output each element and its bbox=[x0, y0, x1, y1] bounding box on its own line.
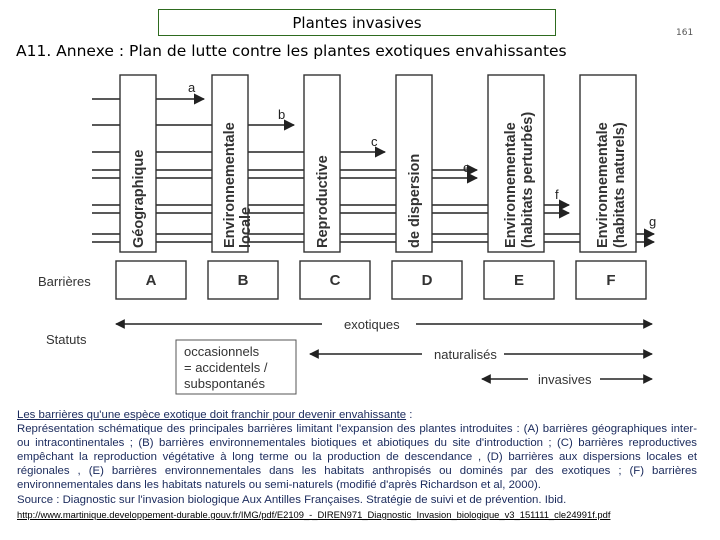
annex-heading: A11. Annexe : Plan de lutte contre les plantes exotiques envahissantes bbox=[16, 42, 567, 60]
arrow-label-f: f bbox=[555, 187, 559, 202]
barrier-letter-b: B bbox=[237, 272, 249, 289]
barrier-name-f-line2: (habitats naturels) bbox=[612, 122, 628, 248]
status-subspontanes: subspontanés bbox=[184, 376, 265, 391]
arrow-label-g: g bbox=[649, 214, 657, 229]
status-naturalises: naturalisés bbox=[434, 347, 497, 362]
barrier-letter-e: E bbox=[513, 272, 525, 289]
barrier-letter-boxes bbox=[116, 261, 646, 299]
statuts-label: Statuts bbox=[46, 332, 87, 347]
arrow-label-b: b bbox=[278, 107, 286, 122]
barrier-name-b-line2: locale bbox=[238, 206, 254, 248]
source-link[interactable]: http://www.martinique.developpement-durable.gouv.fr/IMG/pdf/E2109_-_DIREN971_Diagnostic_Invasion_biologique_v3_151111_cle24991f.pdf bbox=[17, 509, 611, 520]
caption-body: Représentation schématique des principales barrières limitant l'expansion des plantes introduites : (A) barrières géographiques inter- ou intracontinentales ; (B) barrières environnementales biotiques et abiotiques du site d'introduction ; (C) barrières reproductives empêchant la reproduction végétative à long terme ou la production de descendance , (D) barrières aux dispersions locales et régionales , (E) barrières environnementales dans les habitats anthropisés ou dominés par des exotiques ; (F) barrières environnementales dans les habitats naturels ou semi-naturels (modifié d'après Richardson et al, 2000). bbox=[17, 423, 697, 492]
barrier-letter-f: F bbox=[606, 272, 616, 289]
barrier-name-c: Reproductive bbox=[315, 155, 331, 248]
barrier-name-a: Géographique bbox=[131, 149, 147, 248]
caption-colon: : bbox=[406, 409, 413, 421]
status-occasionnels: occasionnels bbox=[184, 344, 260, 359]
status-accidentels: = accidentels / bbox=[184, 360, 268, 375]
figure-caption bbox=[17, 408, 697, 507]
barrier-name-e-line1: Environnementale bbox=[503, 122, 519, 248]
barrier-name-b-line1: Environnementale bbox=[222, 122, 238, 248]
page-number: 161 bbox=[676, 28, 694, 38]
barrier-columns bbox=[120, 75, 636, 252]
arrow-label-e: e bbox=[463, 160, 471, 175]
barrier-letter-d: D bbox=[421, 272, 433, 289]
header-title-box bbox=[158, 9, 556, 36]
header-title: Plantes invasives bbox=[292, 13, 422, 32]
barrier-letter-a: A bbox=[145, 272, 157, 289]
arrow-label-c: c bbox=[371, 134, 378, 149]
progression-arrows bbox=[92, 99, 657, 242]
status-exotiques: exotiques bbox=[344, 317, 400, 332]
caption-source: Source : Diagnostic sur l'invasion biologique Aux Antilles Françaises. Stratégie de suivi et de prévention. Ibid. bbox=[17, 493, 567, 506]
caption-title-line bbox=[17, 408, 697, 422]
status-invasives: invasives bbox=[538, 372, 592, 387]
caption-title: Les barrières qu'une espèce exotique doit franchir pour devenir envahissante bbox=[17, 409, 407, 421]
barrier-name-f-line1: Environnementale bbox=[595, 122, 611, 248]
barrier-diagram bbox=[32, 72, 672, 397]
barrier-letter-c: C bbox=[329, 272, 341, 289]
barrier-name-e-line2: (habitats perturbés) bbox=[520, 111, 536, 248]
barrieres-label: Barrières bbox=[38, 274, 91, 289]
barrier-name-d: de dispersion bbox=[407, 153, 423, 248]
arrow-label-a: a bbox=[188, 80, 196, 95]
